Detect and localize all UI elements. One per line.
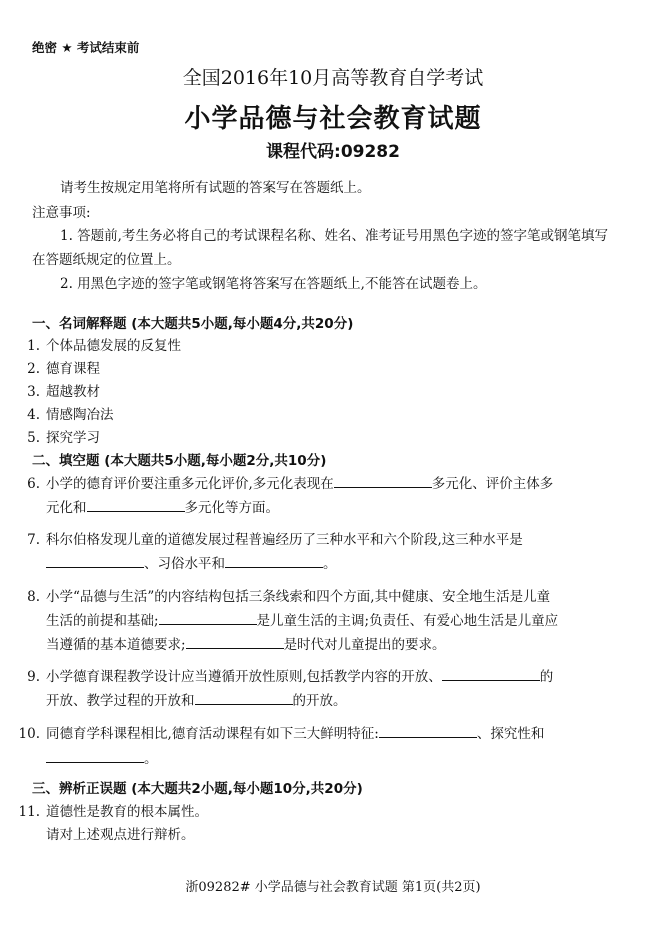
question-7-cont: 、习俗水平和 。 xyxy=(46,552,337,572)
answer-blank xyxy=(46,750,144,763)
question-9: 9. 小学德育课程教学设计应当遵循开放性原则,包括教学内容的开放、 的 xyxy=(27,669,554,685)
question-10: 10. 同德育学科课程相比,德育活动课程有如下三大鲜明特征: 、探究性和 xyxy=(18,726,545,742)
notes-heading: 注意事项: xyxy=(32,205,91,221)
question-8-cont-1: 生活的前提和基础; 是儿童生活的主调;负责任、有爱心地生活是儿童应 xyxy=(46,613,559,629)
question-9-cont: 开放、教学过程的开放和 的开放。 xyxy=(46,693,347,709)
answer-blank xyxy=(46,555,144,568)
question-6: 6. 小学的德育评价要注重多元化评价,多元化表现在 多元化、评价主体多 xyxy=(27,476,554,492)
answer-blank xyxy=(195,692,293,705)
list-item: 1. 个体品德发展的反复性 xyxy=(27,338,181,354)
answer-blank xyxy=(225,555,323,568)
paper-title: 小学品德与社会教育试题 xyxy=(184,104,482,134)
note-1-line-2: 在答题纸规定的位置上。 xyxy=(32,252,181,268)
answer-blank xyxy=(442,668,540,681)
list-item: 5. 探究学习 xyxy=(27,430,100,446)
question-7: 7. 科尔伯格发现儿童的道德发展过程普遍经历了三种水平和六个阶段,这三种水平是 xyxy=(27,532,523,548)
answer-blank xyxy=(159,612,257,625)
list-item: 2. 德育课程 xyxy=(27,361,100,377)
answer-blank xyxy=(379,725,477,738)
section-3-heading: 三、辨析正误题 (本大题共2小题,每小题10分,共20分) xyxy=(32,781,363,797)
question-10-cont: 。 xyxy=(46,747,158,767)
answer-blank xyxy=(87,499,185,512)
confidential-label: 绝密 ★ 考试结束前 xyxy=(32,40,140,55)
question-8-cont-2: 当遵循的基本道德要求; 是时代对儿童提出的要求。 xyxy=(46,637,446,653)
section-2-heading: 二、填空题 (本大题共5小题,每小题2分,共10分) xyxy=(32,453,327,469)
note-1-line-1: 1. 答题前,考生务必将自己的考试课程名称、姓名、准考证号用黑色字迹的签字笔或钢笔填写 xyxy=(60,228,608,244)
question-11: 11. 道德性是教育的根本属性。 xyxy=(18,804,208,820)
intro-instruction: 请考生按规定用笔将所有试题的答案写在答题纸上。 xyxy=(60,180,371,196)
page-footer: 浙09282# 小学品德与社会教育试题 第1页(共2页) xyxy=(185,880,481,895)
section-1-heading: 一、名词解释题 (本大题共5小题,每小题4分,共20分) xyxy=(32,316,354,332)
note-2: 2. 用黑色字迹的签字笔或钢笔将答案写在答题纸上,不能答在试题卷上。 xyxy=(60,276,487,292)
question-11-prompt: 请对上述观点进行辩析。 xyxy=(46,827,195,843)
exam-title: 全国2016年10月高等教育自学考试 xyxy=(182,67,484,89)
answer-blank xyxy=(186,636,284,649)
course-code: 课程代码:09282 xyxy=(266,142,400,162)
question-6-cont: 元化和 多元化等方面。 xyxy=(46,500,279,516)
answer-blank xyxy=(334,475,432,488)
question-8: 8. 小学“品德与生活”的内容结构包括三条线索和四个方面,其中健康、安全地生活是儿童 xyxy=(27,589,551,605)
list-item: 3. 超越教材 xyxy=(27,384,100,400)
list-item: 4. 情感陶冶法 xyxy=(27,407,114,423)
